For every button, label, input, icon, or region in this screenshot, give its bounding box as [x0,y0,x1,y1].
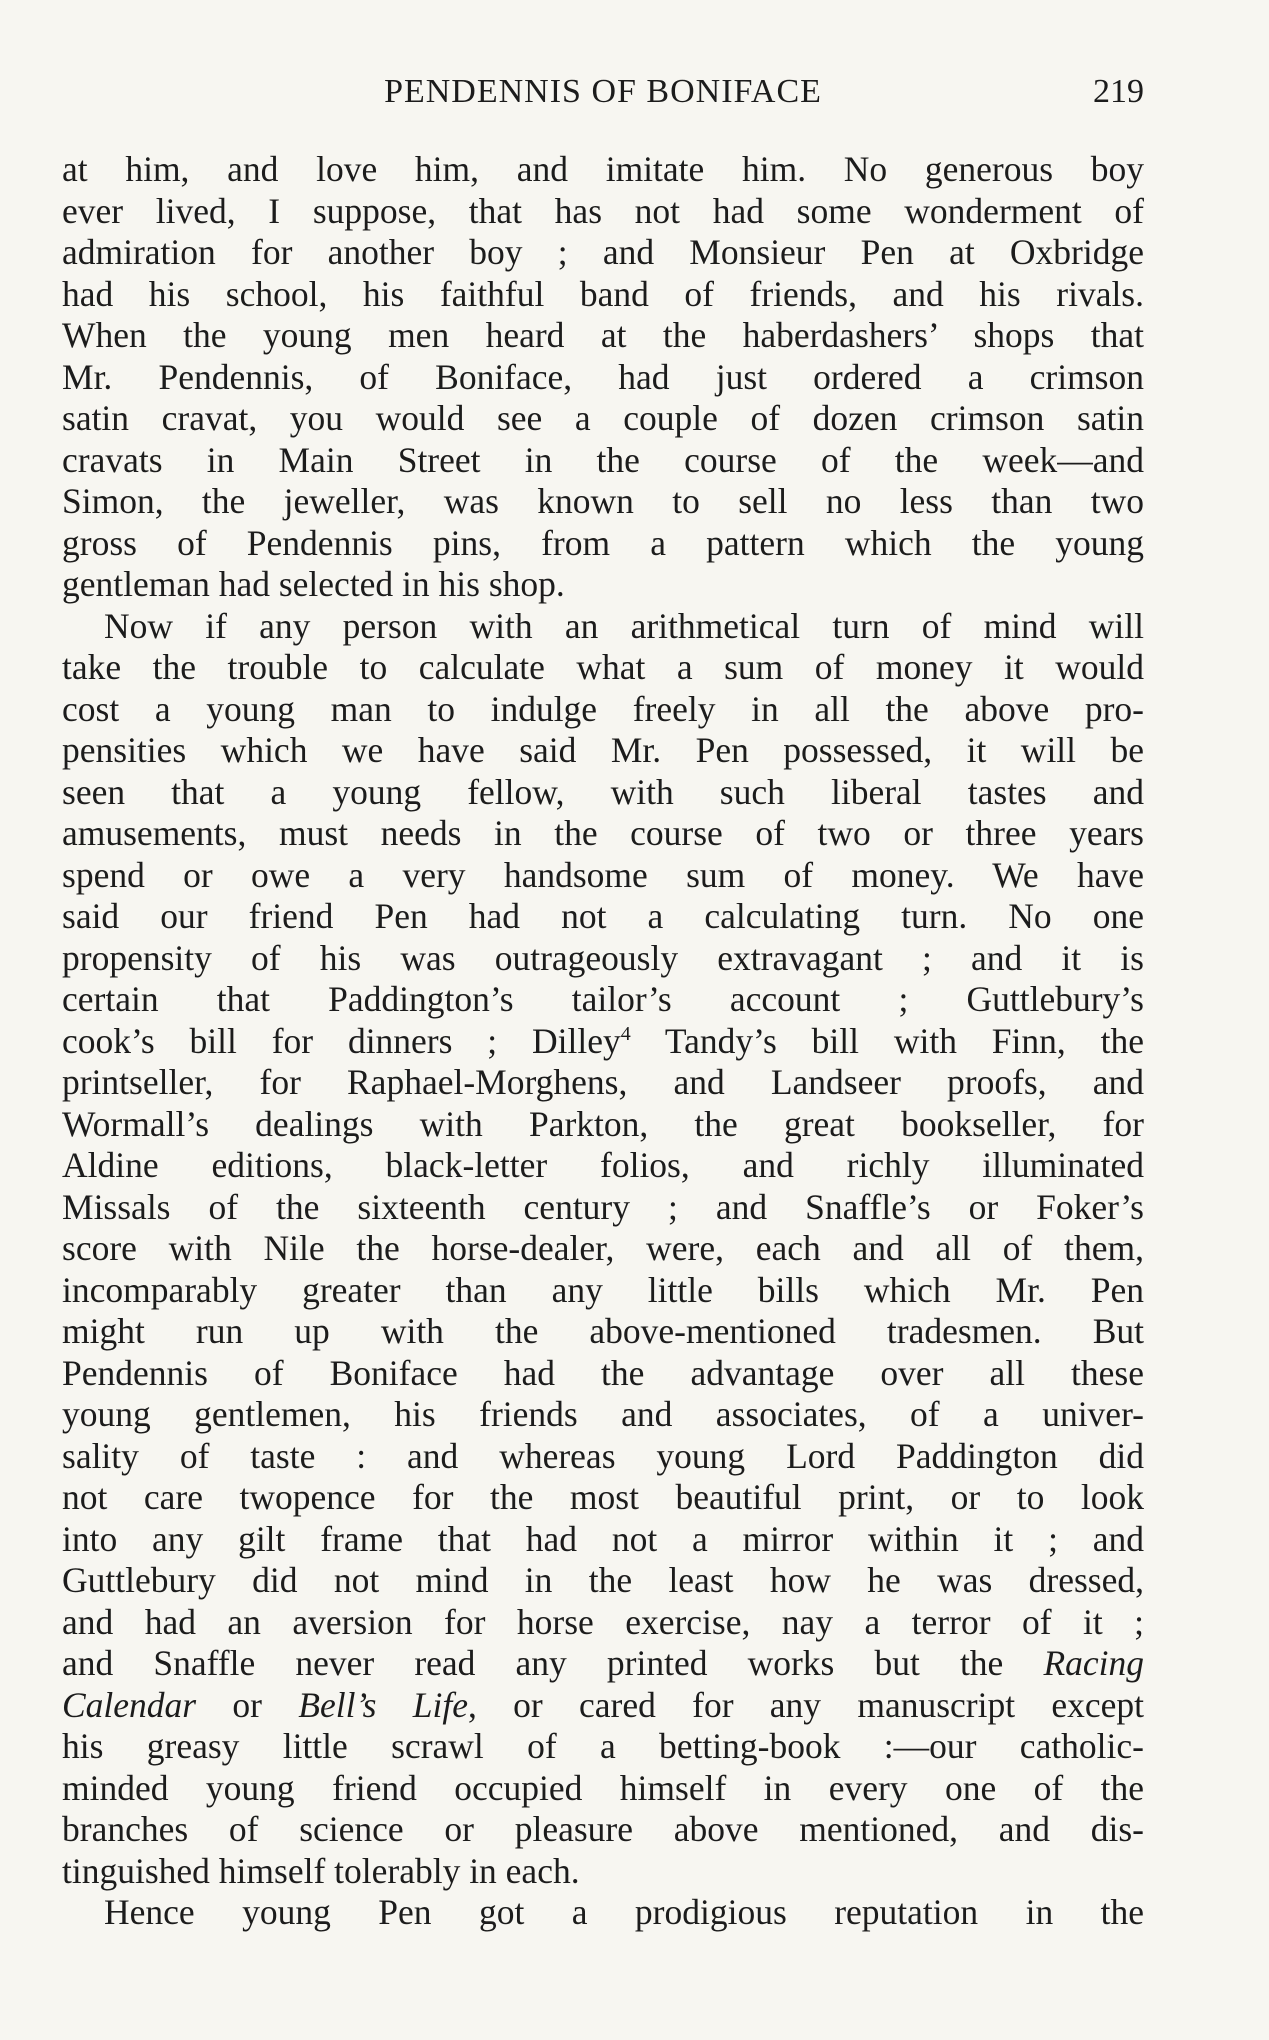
text-line: admiration for another boy ; and Monsieur Pen at Oxbridge [62,232,1144,272]
text-line: into any gilt frame that had not a mirror within it ; and [62,1518,1144,1559]
paragraph-start-line: Now if any person with an arithmetical turn of mind will [104,605,1144,646]
text-line [62,1685,1144,1727]
text-segment: , or cared for any manuscript except [468,1684,1144,1725]
text-line: said our friend Pen had not a calculating turn. No one [62,896,1144,936]
text-line: cravats in Main Street in the course of the week—and [62,439,1144,480]
page-number: 219 [1093,73,1144,110]
text-line: printseller, for Raphael-Morghens, and Landseer proofs, and [62,1062,1144,1102]
text-line: pensities which we have said Mr. Pen possessed, it will be [62,730,1144,770]
text-line: branches of science or pleasure above mentioned, and dis- [62,1809,1144,1849]
text-line: gentleman had selected in his shop. [62,564,565,604]
text-line: incomparably greater than any little bills which Mr. Pen [62,1269,1144,1310]
text-line: gross of Pendennis pins, from a pattern which the young [62,522,1144,563]
text-segment: cook’s bill for dinners ; Dilley [62,1020,621,1061]
footnote-marker: 4 [620,1022,631,1045]
text-line: spend or owe a very handsome sum of money. We have [62,854,1144,895]
text-line: sality of taste : and whereas young Lord Paddington did [62,1435,1144,1476]
text-line: tinguished himself tolerably in each. [62,1850,580,1891]
text-line: satin cravat, you would see a couple of dozen crimson satin [62,398,1144,438]
text-line: cost a young man to indulge freely in all the above pro- [62,688,1144,729]
text-line: Aldine editions, black-letter folios, and richly illuminated [62,1145,1144,1185]
text-line: Pendennis of Boniface had the advantage over all these [62,1352,1144,1393]
text-line: certain that Paddington’s tailor’s account ; Guttlebury’s [62,979,1144,1019]
text-line: propensity of his was outrageously extravagant ; and it is [62,937,1144,978]
text-line: score with Nile the horse-dealer, were, each and all of them, [62,1228,1144,1268]
text-line: take the trouble to calculate what a sum of money it would [62,647,1144,687]
text-line [62,1643,1144,1685]
text-line: ever lived, I suppose, that has not had some wonderment of [62,190,1144,231]
text-line: young gentlemen, his friends and associates, of a univer- [62,1394,1144,1434]
text-segment: and Snaffle never read any printed works but the [62,1643,1044,1683]
text-segment: or [196,1684,299,1725]
text-line: amusements, must needs in the course of two or three years [62,813,1144,853]
text-line [62,1021,1144,1063]
text-line: Missals of the sixteenth century ; and Snaffle’s or Foker’s [62,1186,1144,1227]
text-line: Guttlebury did not mind in the least how he was dressed, [62,1560,1144,1600]
italic-title: Bell’s Life [298,1684,468,1725]
text-line: seen that a young fellow, with such liberal tastes and [62,771,1144,812]
running-title: PENDENNIS OF BONIFACE [384,73,822,110]
text-line: Mr. Pendennis, of Boniface, had just ordered a crimson [62,356,1144,397]
text-line: might run up with the above-mentioned tradesmen. But [62,1311,1144,1351]
text-line: and had an aversion for horse exercise, nay a terror of it ; [62,1601,1144,1642]
text-line: not care twopence for the most beautiful print, or to look [62,1477,1144,1517]
paragraph-start-line: Hence young Pen got a prodigious reputation in the [104,1892,1144,1932]
italic-title: Racing [1043,1643,1144,1683]
text-line: had his school, his faithful band of friends, and his rivals. [62,273,1144,314]
italic-title: Calendar [62,1684,197,1725]
text-line: minded young friend occupied himself in every one of the [62,1767,1144,1808]
text-line: Simon, the jeweller, was known to sell no less than two [62,481,1144,521]
text-segment: Tandy’s bill with Finn, the [630,1020,1144,1061]
text-line: Wormall’s dealings with Parkton, the great bookseller, for [62,1103,1144,1144]
text-line: at him, and love him, and imitate him. No generous boy [62,149,1144,189]
text-line: his greasy little scrawl of a betting-book :—our catholic- [62,1726,1144,1766]
body-text [62,149,1144,1934]
text-line: When the young men heard at the haberdashers’ shops that [62,315,1144,355]
running-head [62,70,1144,114]
